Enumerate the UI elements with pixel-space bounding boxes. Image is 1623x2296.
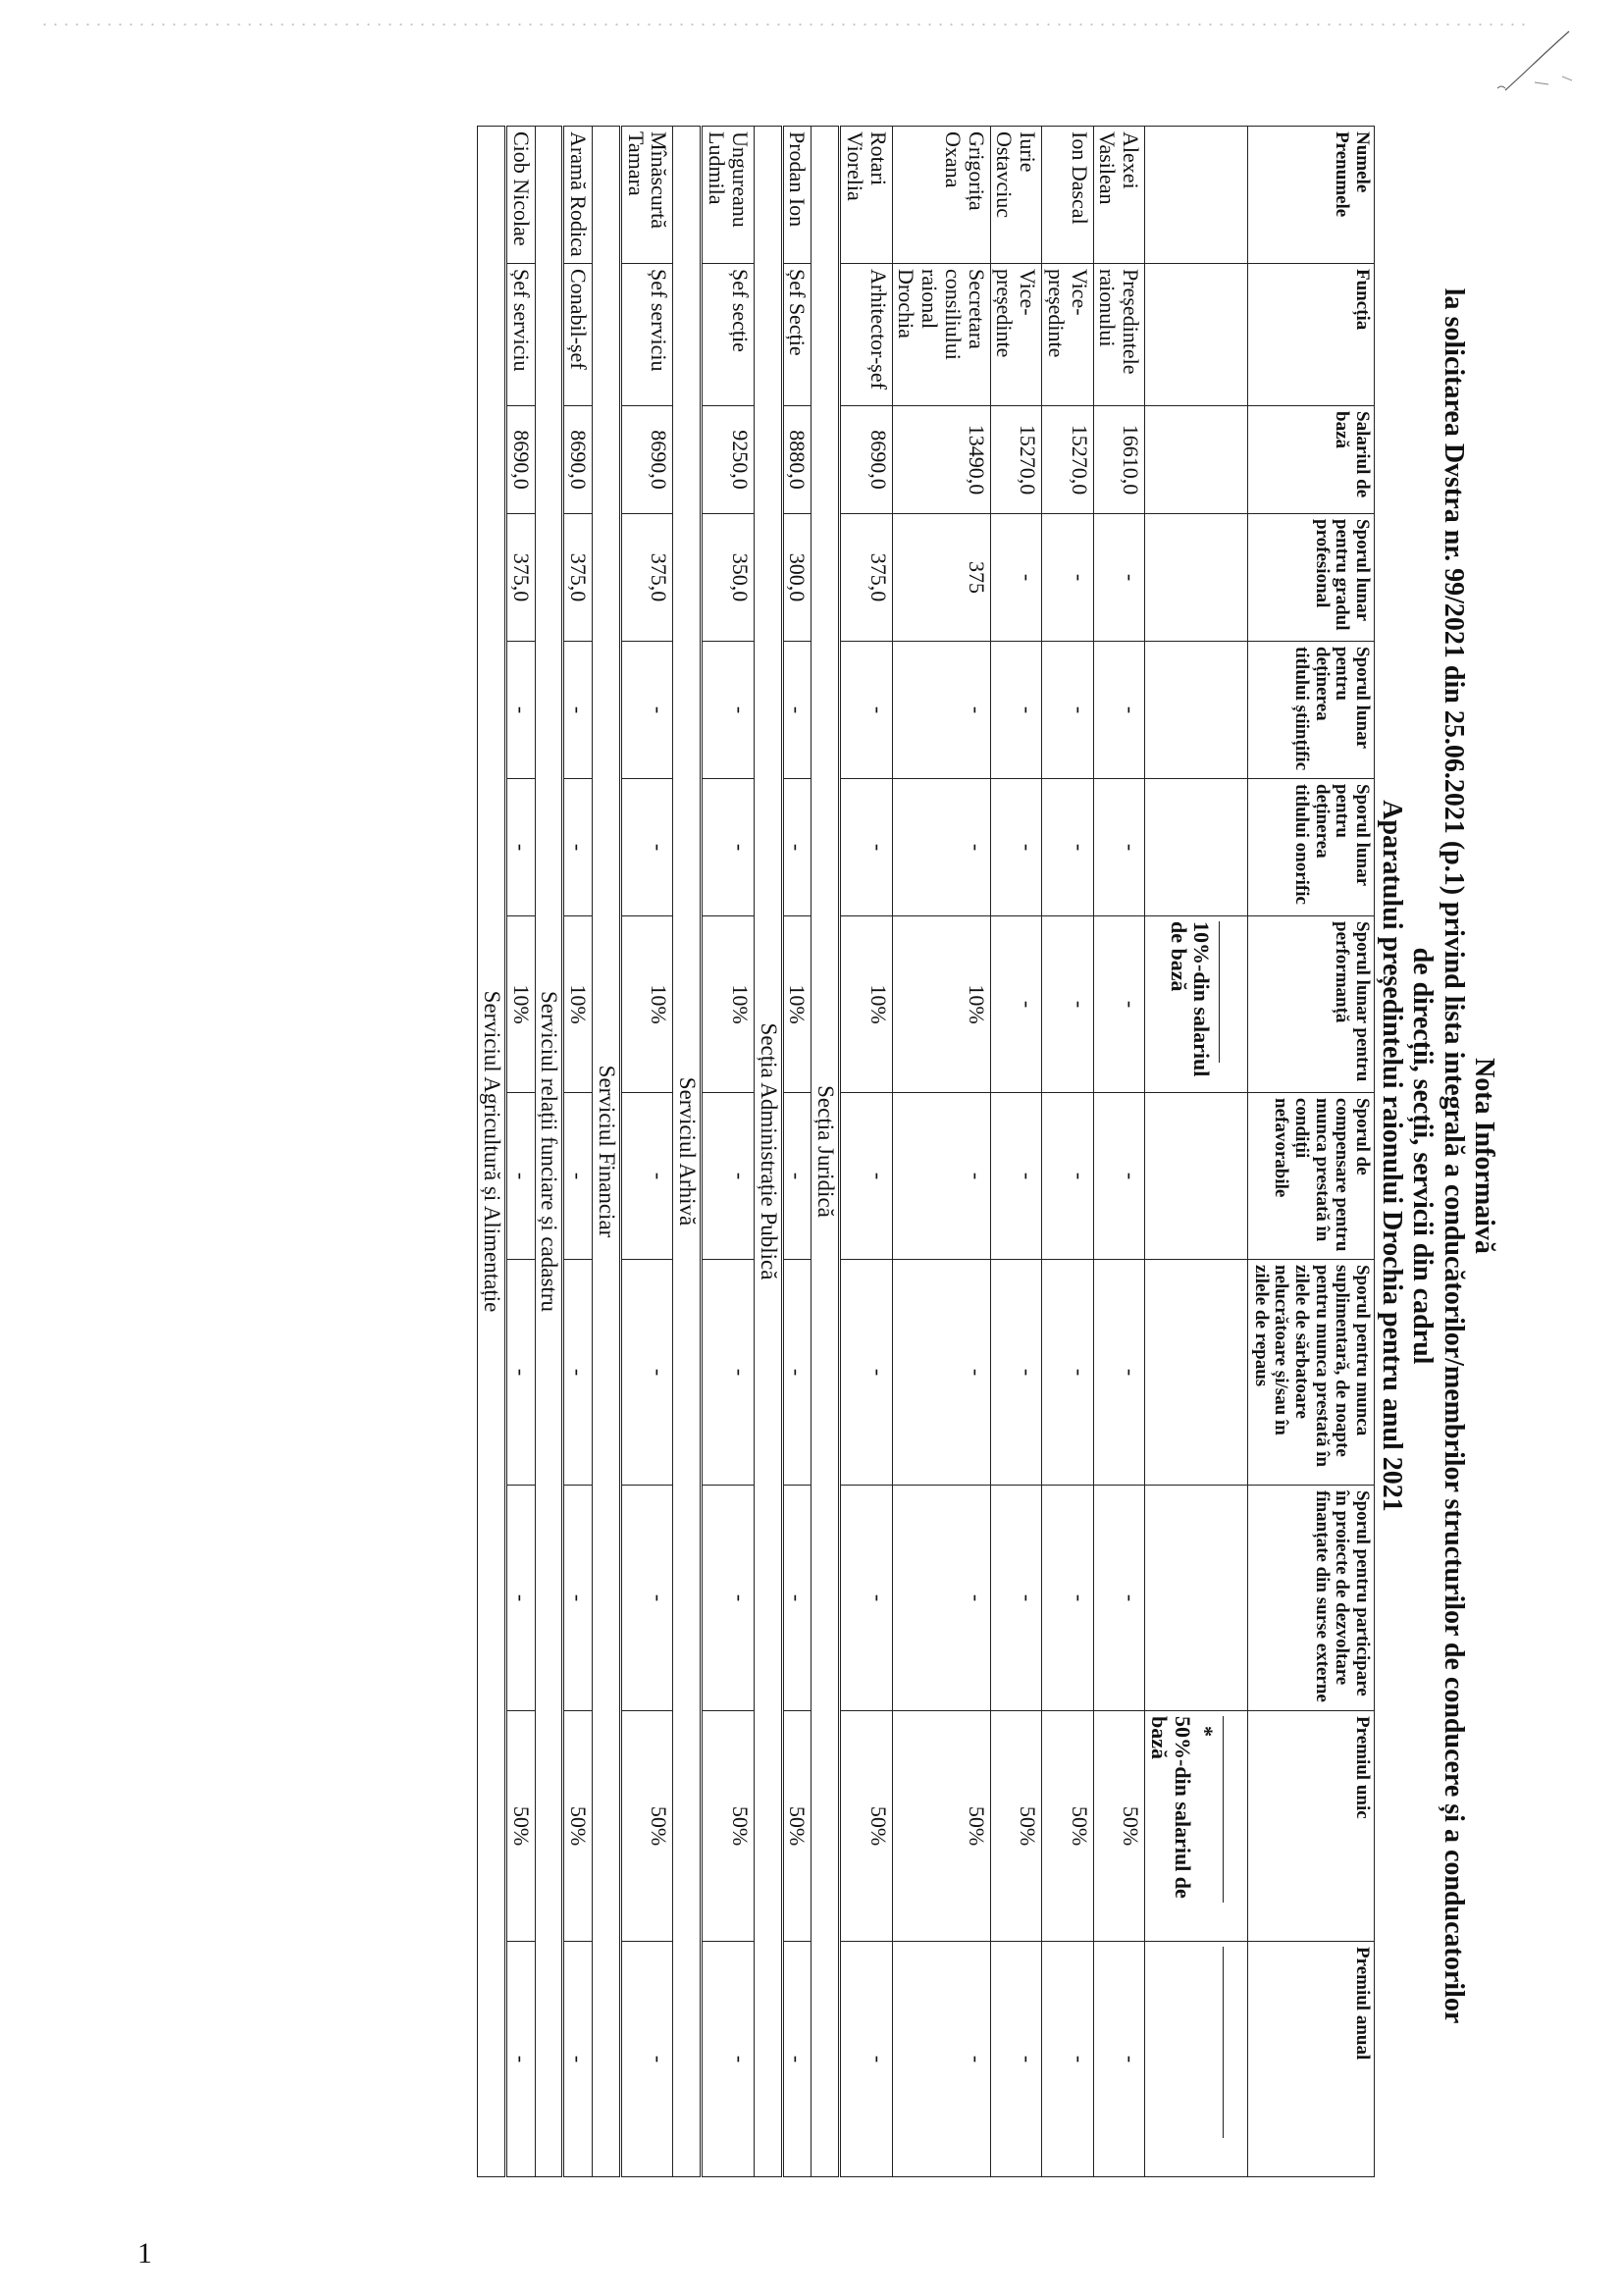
cell-projects: - (782, 1486, 812, 1711)
cell-annual-prize: - (892, 1942, 990, 2177)
cell-honorific: - (505, 779, 535, 916)
cell-extra-work: - (563, 1260, 593, 1486)
cell-annual-prize: - (505, 1942, 535, 2177)
section-title: Serviciul Financiar (593, 127, 621, 2177)
cell-performance: 10% (620, 916, 673, 1093)
cell-salary: 13490,0 (892, 406, 990, 514)
col-header-annual-prize: Premiul anual (1248, 1942, 1374, 2177)
section-row (754, 127, 782, 2177)
table-row (1093, 127, 1145, 2177)
cell-salary: 9250,0 (702, 406, 755, 514)
cell-conditions: - (1042, 1093, 1094, 1260)
col-header-role: Funcția (1248, 264, 1374, 406)
cell-annual-prize: - (620, 1942, 673, 2177)
cell-name: Iurie Ostavciuc (990, 127, 1042, 264)
table-row (782, 127, 812, 2177)
cell-conditions: - (892, 1093, 990, 1260)
cell-projects: - (1093, 1486, 1145, 1711)
col-header-honorific: Sporul lunar pentru deținerea titlului onorific (1248, 779, 1374, 916)
performance-note: 10%-din salariul de bază (1166, 921, 1215, 1077)
performance-note-cell (1145, 916, 1248, 1093)
col-header-performance: Sporul lunar pentru performanță (1248, 916, 1374, 1093)
table-row (990, 127, 1042, 2177)
col-header-extra-work: Sporul pentru munca suplimentară, de noapte pentru munca prestată în zilele de sărbatoare nelucrătoare și/sau în zilele de repaus (1248, 1260, 1374, 1486)
cell-annual-prize: - (1042, 1942, 1094, 2177)
cell-projects: - (505, 1486, 535, 1711)
cell-conditions: - (782, 1093, 812, 1260)
cell-salary: 15270,0 (1042, 406, 1094, 514)
cell-performance: 10% (892, 916, 990, 1093)
cell-projects: - (563, 1486, 593, 1711)
cell-annual-prize: - (702, 1942, 755, 2177)
rotated-document (145, 126, 1499, 2186)
cell-grade: - (990, 514, 1042, 642)
cell-extra-work: - (702, 1260, 755, 1486)
cell-role: Vice-președinte (1042, 264, 1094, 406)
cell-unique-prize: 50% (782, 1711, 812, 1942)
cell-salary: 8690,0 (840, 406, 893, 514)
cell-salary: 15270,0 (990, 406, 1042, 514)
table-row (892, 127, 990, 2177)
cell-annual-prize: - (840, 1942, 893, 2177)
cell-scientific: - (702, 642, 755, 779)
cell-honorific: - (620, 779, 673, 916)
cell-performance: 10% (505, 916, 535, 1093)
cell-extra-work: - (505, 1260, 535, 1486)
cell-scientific: - (990, 642, 1042, 779)
prize-note-cell (1145, 1711, 1248, 1942)
cell-performance: 10% (782, 916, 812, 1093)
section-title: Secția Administrație Publică (754, 127, 782, 2177)
cell-extra-work: - (620, 1260, 673, 1486)
cell-honorific: - (563, 779, 593, 916)
cell-name: Ion Dascal (1042, 127, 1094, 264)
cell-performance: - (1042, 916, 1094, 1093)
cell-performance: 10% (563, 916, 593, 1093)
document-subtitle-line2: de direcții, secții, servicii din cadrul (1407, 947, 1439, 1365)
cell-projects: - (990, 1486, 1042, 1711)
cell-name: Ciob Nicolae (505, 127, 535, 264)
cell-scientific: - (782, 642, 812, 779)
cell-unique-prize: 50% (1093, 1711, 1145, 1942)
cell-honorific: - (1093, 779, 1145, 916)
cell-projects: - (620, 1486, 673, 1711)
table-row (563, 127, 593, 2177)
cell-role: Președintele raionului (1093, 264, 1145, 406)
prize-note: 50%-din salariul de bază (1146, 1716, 1195, 1899)
cell-annual-prize: - (990, 1942, 1042, 2177)
cell-role: Șef secție (702, 264, 755, 406)
document-title: Nota Informaivă (1469, 1058, 1499, 1254)
cell-salary: 8690,0 (505, 406, 535, 514)
cell-projects: - (840, 1486, 893, 1711)
cell-role: Șef Secție (782, 264, 812, 406)
cell-unique-prize: 50% (990, 1711, 1042, 1942)
cell-extra-work: - (840, 1260, 893, 1486)
cell-unique-prize: 50% (505, 1711, 535, 1942)
cell-conditions: - (620, 1093, 673, 1260)
cell-role: Șef serviciu (505, 264, 535, 406)
cell-projects: - (892, 1486, 990, 1711)
table-row (702, 127, 755, 2177)
table-row (505, 127, 535, 2177)
col-header-salary: Salariul de bază (1248, 406, 1374, 514)
cell-name: Grigorița Oxana (892, 127, 990, 264)
col-header-conditions: Sporul de compensare pentru munca prestată în condiții nefavorabile (1248, 1093, 1374, 1260)
cell-honorific: - (990, 779, 1042, 916)
cell-name: Prodan Ion (782, 127, 812, 264)
handwritten-mark-icon (1476, 14, 1584, 102)
cell-scientific: - (840, 642, 893, 779)
cell-grade: - (1042, 514, 1094, 642)
cell-role: Arhitector-șef (840, 264, 893, 406)
section-title: Serviciul Agricultură și Alimentație (478, 127, 506, 2177)
cell-honorific: - (892, 779, 990, 916)
cell-grade: - (1093, 514, 1145, 642)
cell-unique-prize: 50% (840, 1711, 893, 1942)
prize-note-star: * (1193, 1726, 1219, 1737)
cell-conditions: - (990, 1093, 1042, 1260)
col-header-scientific: Sporul lunar pentru deținerea titlului științific (1248, 642, 1374, 779)
cell-annual-prize: - (563, 1942, 593, 2177)
cell-grade: 300,0 (782, 514, 812, 642)
cell-salary: 8880,0 (782, 406, 812, 514)
cell-unique-prize: 50% (563, 1711, 593, 1942)
cell-extra-work: - (782, 1260, 812, 1486)
cell-scientific: - (892, 642, 990, 779)
document-header (1377, 126, 1499, 2186)
cell-extra-work: - (990, 1260, 1042, 1486)
table-row (1042, 127, 1094, 2177)
cell-name: Rotari Viorelia (840, 127, 893, 264)
cell-honorific: - (702, 779, 755, 916)
cell-scientific: - (563, 642, 593, 779)
cell-extra-work: - (892, 1260, 990, 1486)
cell-grade: 375 (892, 514, 990, 642)
cell-role: Conabil-șef (563, 264, 593, 406)
section-title: Secția Juridică (812, 127, 840, 2177)
cell-honorific: - (840, 779, 893, 916)
cell-scientific: - (505, 642, 535, 779)
cell-scientific: - (620, 642, 673, 779)
col-header-grade: Sporul lunar pentru gradul profesional (1248, 514, 1374, 642)
cell-extra-work: - (1093, 1260, 1145, 1486)
section-row (478, 127, 506, 2177)
section-row (812, 127, 840, 2177)
document-subtitle-line3: Aparatului președintelui raionului Drochia pentru anul 2021 (1376, 800, 1407, 1512)
cell-performance: - (990, 916, 1042, 1093)
cell-scientific: - (1042, 642, 1094, 779)
page-number: 1 (137, 2237, 152, 2270)
scan-noise (39, 22, 1531, 27)
cell-name: Aramă Rodica (563, 127, 593, 264)
cell-salary: 8690,0 (563, 406, 593, 514)
cell-salary: 16610,0 (1093, 406, 1145, 514)
document-subtitle-line1: la solicitarea Dvstra nr. 99/2021 din 25.06.2021 (p.1) privind lista integrală a conducătorilor/membrilor structurilor de conducere și a conducatorilor (1438, 287, 1469, 2024)
cell-name: Mînăscurtă Tamara (620, 127, 673, 264)
cell-grade: 375,0 (563, 514, 593, 642)
cell-projects: - (702, 1486, 755, 1711)
section-title: Serviciul relații funciare și cadastru (535, 127, 563, 2177)
section-title: Serviciul Arhivă (673, 127, 702, 2177)
cell-role: Vice-președinte (990, 264, 1042, 406)
cell-annual-prize: - (1093, 1942, 1145, 2177)
cell-grade: 350,0 (702, 514, 755, 642)
cell-grade: 375,0 (505, 514, 535, 642)
cell-annual-prize: - (782, 1942, 812, 2177)
table-row (840, 127, 893, 2177)
cell-performance: 10% (840, 916, 893, 1093)
cell-unique-prize: 50% (1042, 1711, 1094, 1942)
cell-role: Șef serviciu (620, 264, 673, 406)
section-row (673, 127, 702, 2177)
table-body (478, 127, 1145, 2177)
cell-scientific: - (1093, 642, 1145, 779)
annual-note-cell (1145, 1942, 1248, 2177)
cell-honorific: - (782, 779, 812, 916)
cell-unique-prize: 50% (892, 1711, 990, 1942)
cell-projects: - (1042, 1486, 1094, 1711)
cell-grade: 375,0 (840, 514, 893, 642)
cell-unique-prize: 50% (620, 1711, 673, 1942)
cell-grade: 375,0 (620, 514, 673, 642)
salary-table (477, 126, 1375, 2177)
table-header-row (1248, 127, 1374, 2177)
table-notes-row (1145, 127, 1248, 2177)
cell-conditions: - (563, 1093, 593, 1260)
cell-conditions: - (505, 1093, 535, 1260)
col-header-unique-prize: Premiul unic (1248, 1711, 1374, 1942)
cell-role: Secretara consiliului raional Drochia (892, 264, 990, 406)
col-header-projects: Sporul pentru participare în proiecte de dezvoltare finanțate din surse externe (1248, 1486, 1374, 1711)
cell-extra-work: - (1042, 1260, 1094, 1486)
section-row (535, 127, 563, 2177)
table-row (620, 127, 673, 2177)
cell-performance: 10% (702, 916, 755, 1093)
section-row (593, 127, 621, 2177)
cell-unique-prize: 50% (702, 1711, 755, 1942)
cell-conditions: - (1093, 1093, 1145, 1260)
cell-name: Ungureanu Ludmila (702, 127, 755, 264)
cell-name: Alexei Vasilean (1093, 127, 1145, 264)
cell-conditions: - (702, 1093, 755, 1260)
cell-honorific: - (1042, 779, 1094, 916)
cell-conditions: - (840, 1093, 893, 1260)
cell-salary: 8690,0 (620, 406, 673, 514)
col-header-name: Numele Prenumele (1248, 127, 1374, 264)
cell-performance: - (1093, 916, 1145, 1093)
